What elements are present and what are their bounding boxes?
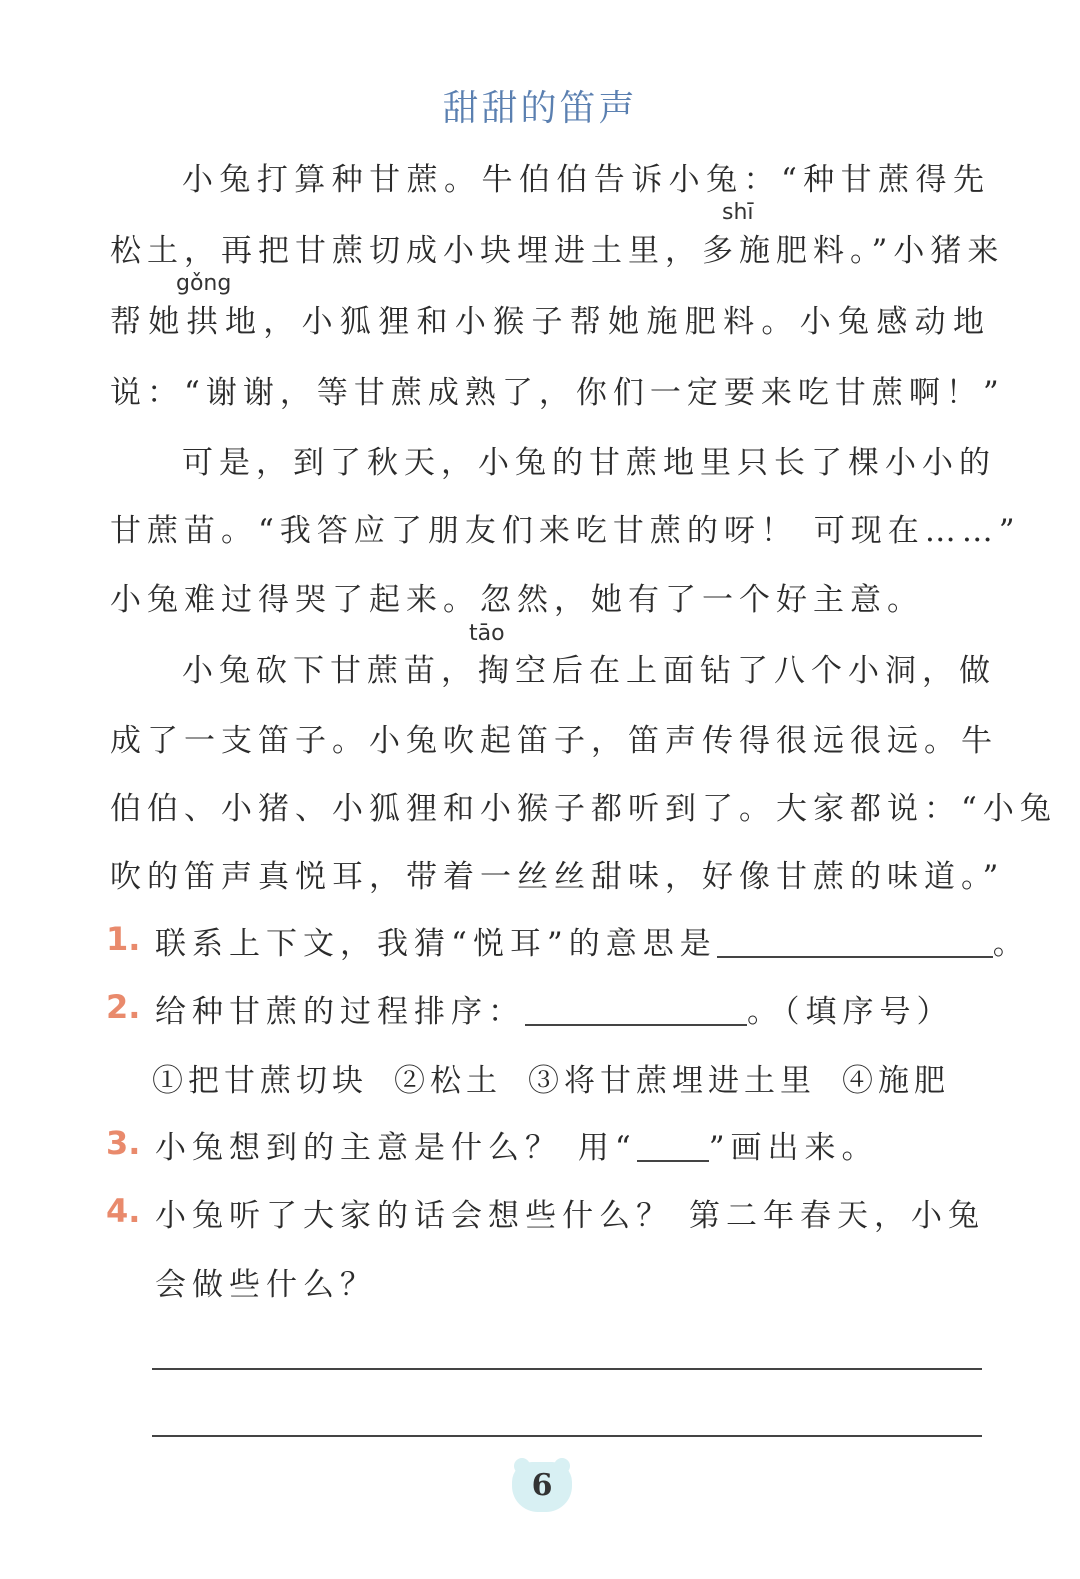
passage-line-6: 甘蔗苗。“我答应了朋友们来吃甘蔗的呀！ 可现在……” <box>110 513 1021 549</box>
pinyin-shi: shī <box>722 200 754 225</box>
option-3: ③将甘蔗埋进土里 <box>528 1063 816 1099</box>
passage-title: 甜甜的笛声 <box>442 88 638 129</box>
page-number: 6 <box>531 1468 553 1503</box>
option-2: ②松土 <box>394 1063 502 1099</box>
question-1-text: 联系上下文，我猜“悦耳”的意思是 <box>155 926 717 962</box>
answer-line-2[interactable] <box>152 1435 982 1437</box>
option-4: ④施肥 <box>842 1063 950 1099</box>
question-3-number: 3. <box>106 1124 141 1162</box>
question-3-text-a: 小兔想到的主意是什么？ 用“ <box>155 1130 637 1166</box>
option-1: ①把甘蔗切块 <box>152 1063 368 1099</box>
question-1-number: 1. <box>106 920 141 958</box>
question-2-text: 给种甘蔗的过程排序： <box>155 994 525 1030</box>
question-2-options <box>152 1055 950 1100</box>
passage-line-10: 伯伯、小猪、小狐狸和小猴子都听到了。大家都说：“小兔 <box>110 791 1057 827</box>
passage-line-9: 成了一支笛子。小兔吹起笛子，笛声传得很远很远。牛 <box>110 723 998 759</box>
passage-line-5: 可是，到了秋天，小兔的甘蔗地里只长了棵小小的 <box>182 445 996 481</box>
question-2-number: 2. <box>106 988 141 1026</box>
page-number-badge <box>512 1462 572 1512</box>
question-2 <box>155 986 954 1031</box>
question-2-end: 。（填序号） <box>747 994 954 1030</box>
question-3 <box>155 1122 879 1167</box>
question-4-line-2: 会做些什么？ <box>155 1267 377 1303</box>
pinyin-tao: tāo <box>469 621 505 646</box>
passage-line-1: 小兔打算种甘蔗。牛伯伯告诉小兔：“种甘蔗得先 <box>182 162 990 198</box>
question-1 <box>155 918 1030 963</box>
question-4-line-1: 小兔听了大家的话会想些什么？ 第二年春天，小兔 <box>155 1198 985 1234</box>
question-2-answer-blank[interactable] <box>525 996 747 1026</box>
question-1-end: 。 <box>992 926 1030 962</box>
question-1-answer-blank[interactable] <box>717 928 993 958</box>
passage-line-2: 松土，再把甘蔗切成小块埋进土里，多施肥料。”小猪来 <box>110 233 1005 269</box>
passage-line-11: 吹的笛声真悦耳，带着一丝丝甜味，好像甘蔗的味道。” <box>110 859 1005 895</box>
answer-line-1[interactable] <box>152 1368 982 1370</box>
passage-line-7: 小兔难过得哭了起来。忽然，她有了一个好主意。 <box>110 582 924 618</box>
question-3-underline-sample <box>637 1132 709 1162</box>
question-4-number: 4. <box>106 1192 141 1230</box>
passage-line-8: 小兔砍下甘蔗苗，掏空后在上面钻了八个小洞，做 <box>182 653 996 689</box>
question-3-text-b: ”画出来。 <box>708 1130 879 1166</box>
passage-line-3: 帮她拱地，小狐狸和小猴子帮她施肥料。小兔感动地 <box>110 304 990 340</box>
pinyin-gong: gǒng <box>176 271 232 296</box>
passage-line-4: 说：“谢谢，等甘蔗成熟了，你们一定要来吃甘蔗啊！” <box>110 375 1005 411</box>
